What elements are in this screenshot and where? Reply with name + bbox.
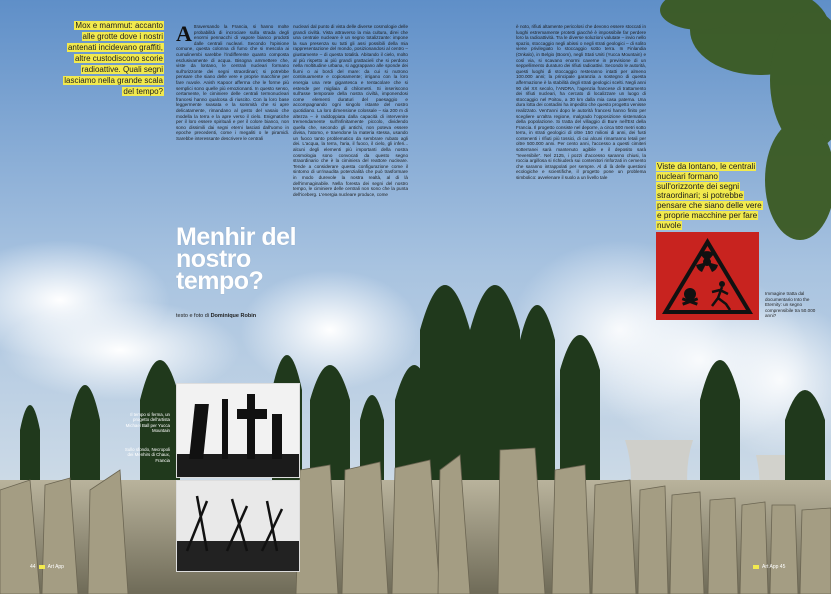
article-column-3 [516,24,646,352]
byline [176,313,256,319]
page-number-right: 45 [779,564,786,570]
column-1-text: ttraversando la Francia, si hanno molte probabilità di incrociare sulla strada degli enormi pennacchi di vapore bianco prodotti dalle centrali nucleari. Secondo l'opinione comune, questa colonna di fumo che si mescola ai cumulinembi sarebbe l'indifferente quanto composta esclusivamente di acqua. Bisogna ammettere che, viste da lontano, le centrali nucleari formano sull'orizzonte dei segni straordinari; si potrebbe pensare che siano delle vere e proprie macchine per fare nuvole. Anish Kapoor afferma che le forme più semplici sono quelle più emozionanti. In questo senso, certamente, le ciminiere delle centrali termonucleari francesi hanno qualcosa di riuscito. Con la loro base leggermente svasata e la sommità che si apre delicatamente, rimandano al gesto del vasaio che modella la terra e la apre verso il cielo. Enigmatiche per il loro essere spirituali e per il colore bianco, non sono dissimili dai segni eterni lasciati dall'uomo in epoche precedenti, come i megaliti o le piramidi. Sarebbe interessante descrivere le centrali [176,24,289,141]
article-title: Menhir del nostro tempo? [176,223,297,295]
page-number-left: 44 [30,564,36,570]
article-column-2 [293,24,408,352]
bw-photo-top [176,383,300,478]
drop-cap: A [176,24,192,46]
folio-label-right: Art App [762,564,779,570]
byline-author: Dominique Robin [210,313,257,319]
folio-bar-left [39,565,45,569]
folio-bar-right [753,565,759,569]
radioactive-warning-image [656,232,759,320]
column-3-text: è noto, rifiuti altamente pericolosi che devono essere stoccati in luoghi estremamente protetti giacché è impossibile far perdere loro la radioattività. Tra le diverse soluzioni valutate – invio nello spazio, stoccaggio negli abissi o negli strati geologici – di solito viene privilegiato lo stoccaggio sotto terra. In Finlandia (Onkalo), in Belgio (Boom), negli Stati Uniti (Yucca Mountain) e così via, si scavano enormi caverne in previsione di un seppellimento duraturo dei rifiuti radioattivi. Secondo le autorità, questi luoghi di stoccaggio resteranno intatti per almeno 100.000 anni; la principale garanzia a sostegno di questa affermazione è la stabilità degli strati geologici scelti. Negli anni 90 del XX secolo, l'ANDRA, l'agenzia francese di trattamento dei rifiuti nucleari, ha cercato di localizzare un luogo di stoccaggio nel Poitou, a 30 km dalla mia casa paterna. Una dura lotta dei contadini ha impedito che questo progetto venisse realizzato. Vent'anni dopo le autorità francesi hanno finito per scegliere un'altra regione, malgrado l'opposizione sistematica della popolazione. Si tratta del villaggio di Bure nell'Est della Francia. Il progetto consiste nel deporre, a circa 500 metri sotto terra, in strati geologici di oltre 150 milioni di anni, dei fusti contenenti i rifiuti più tossici, di cui alcuni rimarranno letali per oltre 500.000 anni. Per cento anni, l'accesso a questi cimiteri sotterranei sarà mantenuto agibile e il deposito sarà "reversibile". Nel 2125, i pozzi d'accesso saranno chiusi, la roccia argillosa si richiuderà sui contenitori rinforzati in cemento che saranno intrappolati per sempre. Al di là delle questioni ecologiche e scientifiche, il progetto pone un problema simbolico: avvelenare il suolo a un livello tale [516,24,646,181]
warning-triangle-icon [656,232,759,320]
folio-left [30,564,64,570]
sign-caption: Immagine tratta dal documentario Into the Eternity: un segno comprensibile tra 50.000 anni? [765,291,816,319]
photo-caption: Il tempo si ferma, un progetto dell'artista Michael Ball per Yucca Mountain [125,412,170,434]
place-caption: Sullo sfondo, Necropoli dei Menhirs di Chaux, Francia [124,447,170,463]
bw-photo-bottom [176,480,300,572]
sculpture-photo-1 [177,384,299,477]
pull-quote: Mox e mammut: accanto alle grotte dove i nostri antenati incidevano graffiti, altre custodiscono scorie radioattive. Quali segni lasciamo nella grande scala del tempo? [64,21,163,96]
folio-right [750,564,785,570]
right-caption: Viste da lontano, le centrali nucleari formano sull'orizzonte dei segni straordinari; si potrebbe pensare che siano delle vere e proprie macchine per fare nuvole [657,162,762,230]
column-2-text: nucleari dal punto di vista delle diverse cosmologie delle grandi civiltà. Vista attraverso la mia cultura, direi che una centrale nucleare è un segno totalizzante: impone la sua presenza su tutti gli assi possibili della mia rappresentazione del mondo, posizionandosi al centro – giustamente – di questa totalità. Abitando il cielo, molto al più rispetto ai più grandi grattacieli che si perdono nella moltitudine urbana, si aggrappano alle sponde dei fiumi o ai bordi del mare: da cui si nutrono continuamente e copiosamente; irrigano con la loro energia una rete gigantesca e tentacolare che si estende per migliaia di chilometri. Si inseriscono sull'asse temporale della nostra civiltà, imponendosi come elementi duraturi del paesaggio e accompagnando ogni singolo istante del nostro quotidiano. La loro dimensione colossale – sia 200 m di altezza – è raddoppiata dalla capacità di intervenire tremendamente sull'infinitamente piccolo, dividendo quella che, secondo gli antichi, non poteva essere divisa, l'atomo, e traendone la materia stessa, usando un fuoco tanto problematico da sembrare rubato agli dei. L'acqua, la terra, l'aria, il fuoco, il cielo, gli inferi... alcuni degli elementi più importanti della nostra cosmologia sono convocati da questo segno straordinario che è la ciminiera del reattore nucleare. Tende a considerare questa configurazione come il sintomo di un'inaudita potenzialità che può trasformare in modo durevole la nostra realtà, al di là dell'immaginabile. Nella foresta dei segni del nostro tempo, le ciminiere delle centrali non sono che la punta dell'iceberg. L'energia nucleare produce, come [293,24,408,197]
folio-label-left: Art App [47,564,64,570]
article-column-1 [176,24,289,214]
byline-prefix: testo e foto di [176,313,210,319]
sculpture-photo-2 [177,481,299,571]
